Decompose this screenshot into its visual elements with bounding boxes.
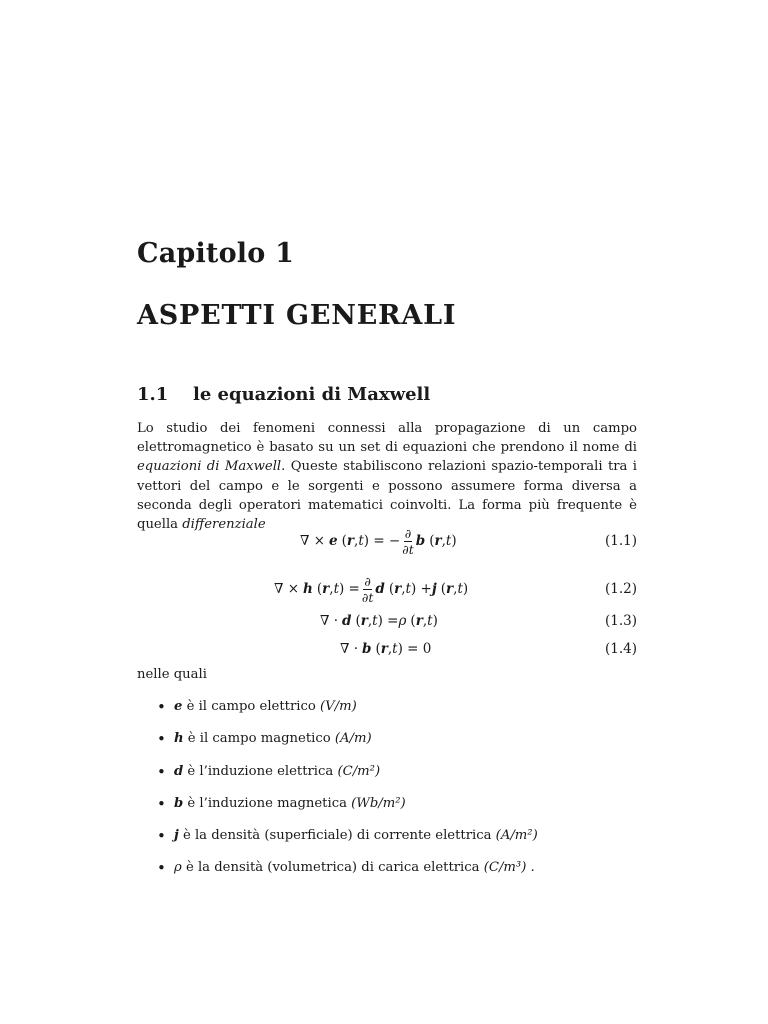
unit: (A/m²)	[495, 828, 538, 844]
equation-body: ∇ · d ( r , t ) = ρ ( r , t )	[320, 613, 438, 629]
list-item	[157, 762, 538, 794]
intro-text-2: . Queste stabiliscono relazioni spazio-temporali tra i vettori del campo e le sorgenti e possono assumere forma diversa a seconda degli operatori matematici coinvolti. La forma più frequente è quella	[137, 459, 637, 533]
unit: (A/m)	[334, 731, 372, 747]
symbol: h	[174, 731, 184, 747]
list-item	[157, 826, 538, 858]
bullet-icon: •	[157, 794, 166, 813]
unit: (V/m)	[320, 699, 357, 714]
definition-text: è il campo magnetico	[183, 731, 335, 747]
list-item	[157, 697, 538, 729]
unit: (C/m²)	[337, 763, 381, 779]
intro-paragraph	[137, 419, 637, 534]
intro-term-maxwell: equazioni di Maxwell	[137, 459, 282, 475]
definition-text: è il campo elettrico	[182, 699, 320, 714]
list-item	[157, 794, 538, 826]
bullet-icon: •	[157, 827, 166, 846]
list-item	[157, 729, 538, 761]
list-item	[157, 858, 538, 890]
definition-text: è l’induzione magnetica	[183, 795, 352, 811]
section-number: 1.1	[137, 384, 169, 405]
definition-text: è la densità (volumetrica) di carica elettrica	[181, 860, 484, 876]
nelle-quali-text: nelle quali	[137, 667, 207, 682]
equation-tag: (1.3)	[604, 613, 637, 629]
definition-text: è la densità (superficiale) di corrente elettrica	[178, 828, 496, 844]
equation-body: ∇ · b ( r , t ) = 0	[340, 641, 432, 657]
equation-body: ∇ × e ( r , t ) = − $\frac{\partial}{\partial t}$ b ( r , t )	[300, 525, 457, 557]
equation-tag: (1.4)	[604, 641, 637, 657]
equation-tag: (1.2)	[604, 581, 637, 597]
bullet-icon: •	[157, 698, 166, 716]
definition-list	[157, 697, 538, 891]
bullet-icon: •	[157, 859, 166, 878]
chapter-label: Capitolo 1	[137, 238, 295, 269]
section-title: le equazioni di Maxwell	[193, 384, 431, 405]
section-heading	[137, 384, 430, 405]
bullet-icon: •	[157, 762, 166, 781]
symbol: d	[174, 763, 184, 779]
chapter-title: ASPETTI GENERALI	[137, 300, 457, 331]
equation-1-1	[137, 521, 637, 561]
equation-body: ∇ × h ( r , t ) = $\frac{\partial}{\partial t}$ d ( r , t ) + j ( r , t )	[274, 573, 469, 605]
unit: (C/m³) .	[483, 860, 535, 876]
symbol: j	[174, 828, 179, 844]
symbol: ρ	[174, 860, 182, 876]
unit: (Wb/m²)	[351, 795, 406, 811]
bullet-icon: •	[157, 730, 166, 749]
equation-1-4	[137, 629, 637, 669]
symbol: b	[174, 795, 184, 811]
definition-text: è l’induzione elettrica	[183, 763, 338, 779]
intro-text-1: Lo studio dei fenomeni connessi alla propagazione di un campo elettromagnetico è basato su un set di equazioni che prendono il nome di	[137, 421, 637, 456]
equation-tag: (1.1)	[604, 533, 637, 549]
intro-term-differenziale: differenziale	[182, 517, 266, 533]
symbol: e	[174, 699, 183, 714]
